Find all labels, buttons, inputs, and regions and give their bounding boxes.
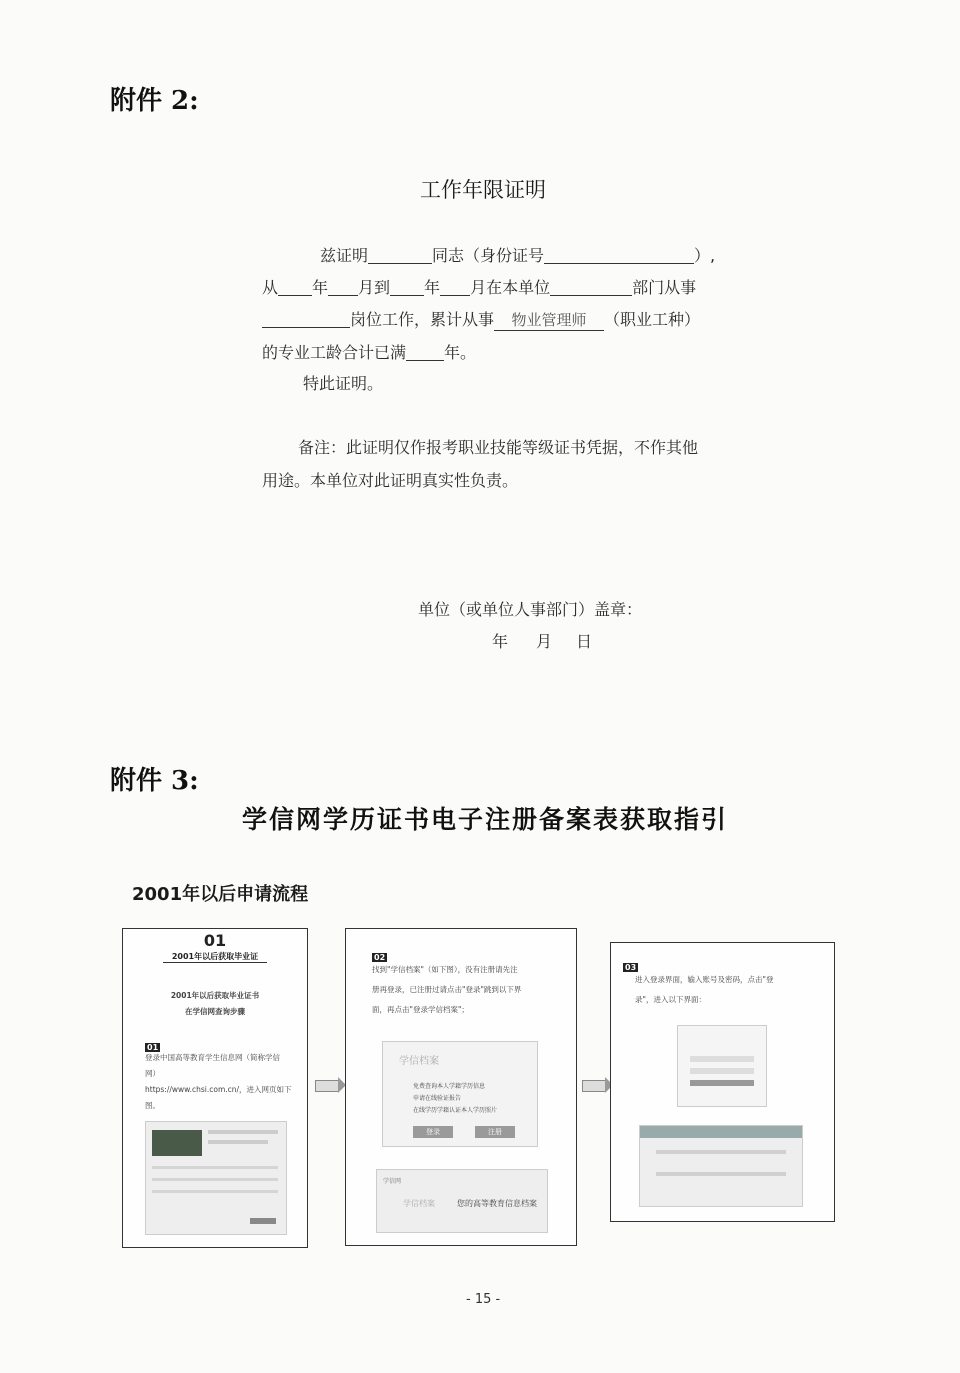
register-button[interactable]: 注册: [475, 1126, 515, 1138]
step1-big-number: 01: [203, 931, 227, 950]
banner-brand: 学信网: [383, 1178, 402, 1185]
guide-title: 学信网学历证书电子注册备案表获取指引: [242, 805, 729, 834]
text: （职业工种）: [604, 310, 701, 329]
login-form-screenshot: [677, 1025, 767, 1107]
chsi-homepage-screenshot: [145, 1121, 287, 1235]
archive-dashboard-screenshot: [639, 1125, 803, 1207]
card-item-2: 申请在线验证报告: [413, 1095, 462, 1102]
card-title: 学信档案: [399, 1056, 439, 1067]
text: 年: [312, 278, 329, 297]
note-line-2: 用途。本单位对此证明真实性负责。: [262, 471, 519, 490]
year-label: 年: [492, 632, 509, 651]
text: 从: [262, 278, 279, 297]
stamp-label: 单位（或单位人事部门）盖章：: [418, 600, 643, 619]
years-blank[interactable]: [406, 344, 444, 361]
text: 部门从事: [632, 278, 697, 297]
text: ）,: [694, 246, 716, 265]
text: 年: [424, 278, 441, 297]
step1-text-2: 网）: [145, 1069, 160, 1078]
end-month-blank[interactable]: [440, 279, 470, 296]
id-number-blank[interactable]: [544, 247, 694, 264]
text: 年。: [444, 343, 477, 362]
step3-text-2: 录"，进入以下界面：: [635, 995, 706, 1004]
text: 月在本单位: [470, 278, 551, 297]
step2-number-badge: 02: [374, 953, 386, 962]
end-year-blank[interactable]: [390, 279, 424, 296]
banner-archive: 学信档案: [403, 1199, 435, 1208]
note-line-1: 备注：此证明仅作报考职业技能等级证书凭据，不作其他: [298, 438, 699, 457]
step2-text-2: 册再登录，已注册过请点击"登录"跳到以下界: [372, 985, 522, 994]
step1-header: 2001年以后获取毕业证: [163, 951, 267, 963]
arrow-right-icon: [582, 1080, 606, 1092]
cert-line-1: [320, 246, 715, 266]
start-month-blank[interactable]: [328, 279, 358, 296]
text: 岗位工作，累计从事: [350, 310, 495, 329]
xuexin-archive-card: [382, 1041, 538, 1147]
card-item-1: 免费查询本人学籍学历信息: [413, 1083, 486, 1090]
archive-banner: [376, 1169, 548, 1233]
day-label: 日: [576, 632, 593, 651]
step1-text-3[interactable]: https://www.chsi.com.cn/，进入网页如下: [145, 1085, 292, 1094]
step3-text-1: 进入登录界面，输入账号及密码，点击"登: [635, 975, 774, 984]
start-year-blank[interactable]: [278, 279, 312, 296]
step1-panel: [122, 928, 308, 1248]
position-blank[interactable]: [262, 311, 350, 328]
banner-slogan: 您的高等教育信息档案: [457, 1199, 537, 1208]
text: 兹证明: [320, 246, 369, 265]
step3-panel: [610, 942, 835, 1222]
occupation-filled-value[interactable]: 物业管理师: [494, 310, 604, 331]
login-button[interactable]: 登录: [413, 1126, 453, 1138]
process-subtitle: 2001年以后申请流程: [132, 884, 309, 905]
text: 同志（身份证号: [432, 246, 545, 265]
cert-line-3: [262, 310, 700, 331]
cert-line-4: [262, 343, 476, 363]
login-submit-button[interactable]: [690, 1080, 754, 1086]
step1-text-1: 登录中国高等教育学生信息网（简称学信: [145, 1053, 280, 1062]
cert-line-2: [262, 278, 696, 298]
certificate-title: 工作年限证明: [420, 178, 546, 202]
step1-line2: 在学信网查询步骤: [185, 1007, 245, 1016]
step2-text-3: 面，再点击"登录学信档案"；: [372, 1005, 469, 1014]
text: 月到: [358, 278, 391, 297]
text: 的专业工龄合计已满: [262, 343, 407, 362]
month-label: 月: [536, 632, 553, 651]
date-line: [492, 632, 592, 652]
card-item-3: 在线学历学籍认证本人学历照片: [413, 1107, 498, 1114]
step2-panel: [345, 928, 577, 1246]
department-blank[interactable]: [550, 279, 632, 296]
page-number: - 15 -: [466, 1292, 501, 1307]
step1-line1: 2001年以后获取毕业证书: [170, 991, 260, 1000]
step3-number-badge: 03: [625, 963, 637, 972]
attachment2-heading: 附件 2:: [110, 86, 199, 116]
arrow-right-icon: [315, 1080, 339, 1092]
attachment3-heading: 附件 3:: [110, 766, 199, 796]
step1-number-badge: 01: [147, 1043, 159, 1052]
cert-line-5: 特此证明。: [303, 374, 384, 393]
step2-text-1: 找到"学信档案"（如下图），没有注册请先注: [372, 965, 518, 974]
name-blank[interactable]: [368, 247, 432, 264]
step1-text-4: 图。: [145, 1101, 160, 1110]
